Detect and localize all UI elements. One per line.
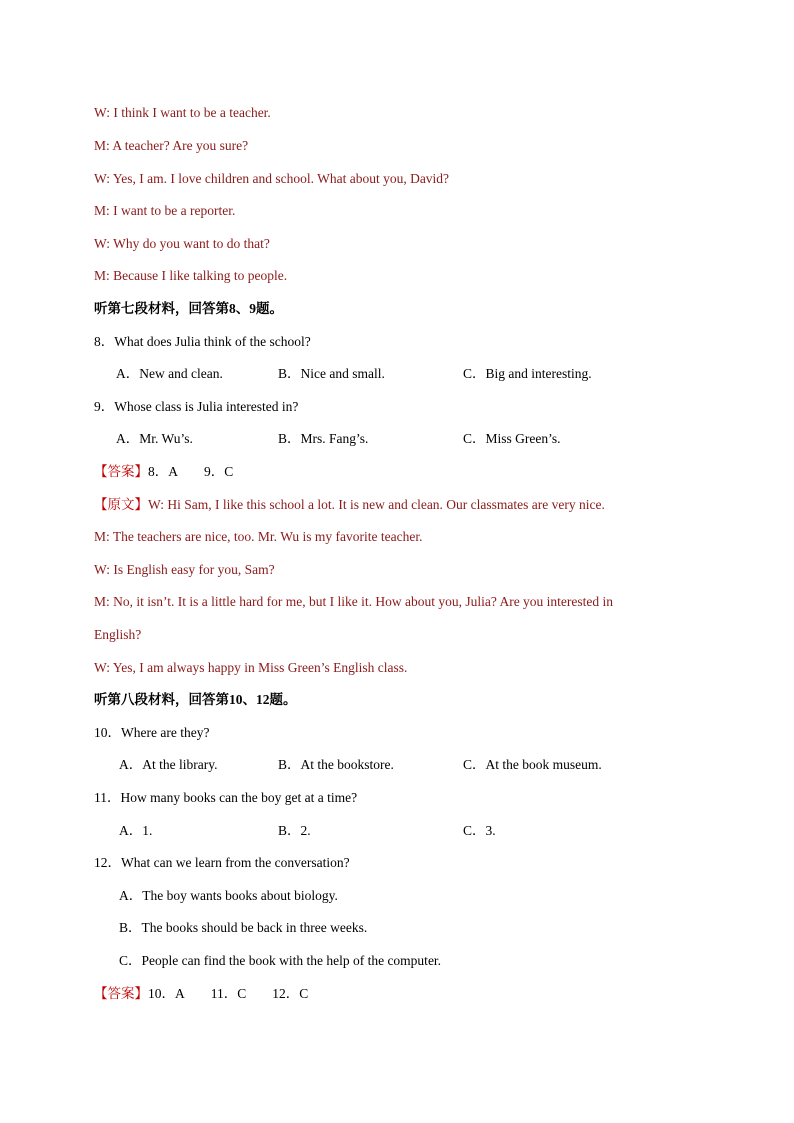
section-heading: 听第八段材料，回答第10、12题。 (94, 692, 297, 707)
script-line: M: No, it isn’t. It is a little hard for me, but I like it. How about you, Julia? Are you interested in (94, 594, 614, 609)
answer-value: 10．A (148, 986, 185, 1001)
answer-value: 8．A (148, 464, 178, 479)
script-line: M: The teachers are nice, too. Mr. Wu is my favorite teacher. (94, 529, 423, 544)
dialogue-line: M: A teacher? Are you sure? (94, 138, 249, 153)
option-b: B．2. (278, 823, 311, 838)
option-a: A．Mr. Wu’s. (116, 431, 193, 446)
question-stem: 9．Whose class is Julia interested in? (94, 399, 299, 414)
answer-tag: 【答案】 (94, 464, 148, 479)
dialogue-line: M: Because I like talking to people. (94, 268, 288, 283)
section-heading: 听第七段材料，回答第8、9题。 (94, 301, 283, 316)
answer-line (94, 985, 308, 1003)
dialogue-line: W: Yes, I am. I love children and school. What about you, David? (94, 171, 450, 186)
question-stem: 8．What does Julia think of the school? (94, 334, 311, 349)
answer-value: 9．C (204, 464, 234, 479)
answer-line (94, 463, 233, 481)
script-line: English? (94, 627, 142, 642)
option-b: B．The books should be back in three weeks. (119, 920, 368, 935)
answer-tag: 【答案】 (94, 986, 148, 1001)
option-b: B．At the bookstore. (278, 757, 394, 772)
script-line (94, 496, 605, 514)
script-line: W: Is English easy for you, Sam? (94, 562, 275, 577)
option-c: C．Big and interesting. (463, 366, 592, 381)
script-line: W: Yes, I am always happy in Miss Green’s English class. (94, 660, 408, 675)
answer-value: 11．C (210, 986, 247, 1001)
option-a: A．New and clean. (116, 366, 223, 381)
option-c: C．People can find the book with the help of the computer. (119, 953, 442, 968)
question-stem: 11．How many books can the boy get at a time? (94, 790, 358, 805)
option-a: A．At the library. (119, 757, 218, 772)
question-stem: 10．Where are they? (94, 725, 210, 740)
question-stem: 12．What can we learn from the conversation? (94, 855, 350, 870)
option-a: A．The boy wants books about biology. (119, 888, 338, 903)
option-a: A．1. (119, 823, 153, 838)
option-c: C．3. (463, 823, 496, 838)
option-c: C．Miss Green’s. (463, 431, 561, 446)
dialogue-line: W: Why do you want to do that? (94, 236, 270, 251)
option-b: B．Nice and small. (278, 366, 385, 381)
option-c: C．At the book museum. (463, 757, 602, 772)
dialogue-line: W: I think I want to be a teacher. (94, 105, 271, 120)
answer-value: 12．C (272, 986, 309, 1001)
option-b: B．Mrs. Fang’s. (278, 431, 369, 446)
script-tag: 【原文】 (94, 497, 148, 512)
dialogue-line: M: I want to be a reporter. (94, 203, 236, 218)
script-text: W: Hi Sam, I like this school a lot. It is new and clean. Our classmates are very nice. (148, 497, 605, 512)
